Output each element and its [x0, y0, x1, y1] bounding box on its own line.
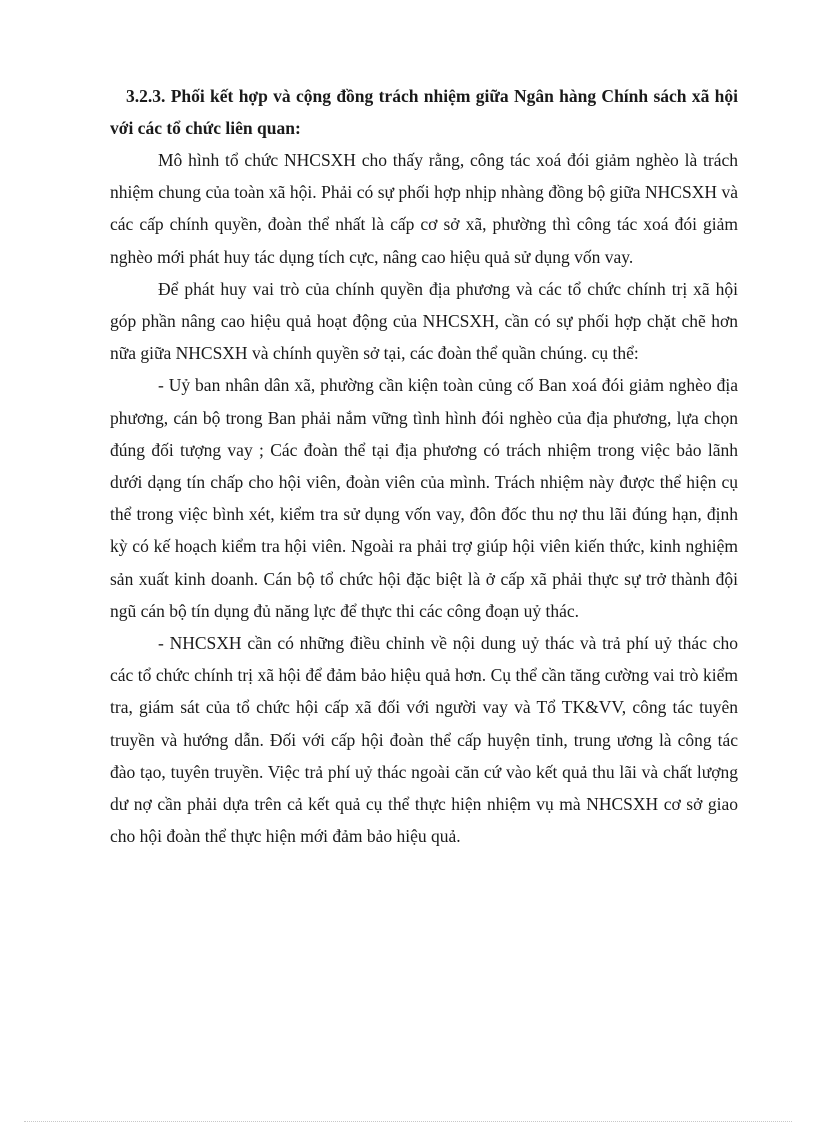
- document-page: [110, 80, 738, 852]
- page-bottom-divider: [24, 1121, 792, 1122]
- paragraph-entrustment-adjustment: - NHCSXH cần có những điều chỉnh về nội dung uỷ thác và trả phí uỷ thác cho các tổ chức chính trị xã hội để đảm bảo hiệu quả hơn. Cụ thể cần tăng cường vai trò kiểm tra, giám sát của tổ chức hội cấp xã đối với người vay và Tổ TK&VV, công tác tuyên truyền và hướng dẫn. Đối với cấp hội đoàn thể cấp huyện tỉnh, trung ương là công tác đào tạo, tuyên truyền. Việc trả phí uỷ thác ngoài căn cứ vào kết quả thu lãi và chất lượng dư nợ cần phải dựa trên cả kết quả cụ thể thực hiện nhiệm vụ mà NHCSXH cơ sở giao cho hội đoàn thể thực hiện mới đảm bảo hiệu quả.: [110, 633, 738, 847]
- section-heading: 3.2.3. Phối kết hợp và cộng đồng trách nhiệm giữa Ngân hàng Chính sách xã hội với các tổ chức liên quan:: [110, 86, 738, 138]
- paragraph-peoples-committee: - Uỷ ban nhân dân xã, phường cần kiện toàn củng cố Ban xoá đói giảm nghèo địa phương, cán bộ trong Ban phải nắm vững tình hình đói nghèo của địa phương, lựa chọn đúng đối tượng vay ; Các đoàn thể tại địa phương có trách nhiệm trong việc bảo lãnh dưới dạng tín chấp cho hội viên, đoàn viên của mình. Trách nhiệm này được thể hiện cụ thể trong việc bình xét, kiểm tra sử dụng vốn vay, đôn đốc thu nợ thu lãi đúng hạn, định kỳ có kế hoạch kiểm tra hội viên. Ngoài ra phải trợ giúp hội viên kiến thức, kinh nghiệm sản xuất kinh doanh. Cán bộ tổ chức hội đặc biệt là ở cấp xã phải thực sự trở thành đội ngũ cán bộ tín dụng đủ năng lực để thực thi các công đoạn uỷ thác.: [110, 375, 738, 621]
- paragraph-model-overview: Mô hình tổ chức NHCSXH cho thấy rằng, công tác xoá đói giảm nghèo là trách nhiệm chung của toàn xã hội. Phải có sự phối hợp nhịp nhàng đồng bộ giữa NHCSXH và các cấp chính quyền, đoàn thể nhất là cấp cơ sở xã, phường thì công tác xoá đói giảm nghèo mới phát huy tác dụng tích cực, nâng cao hiệu quả sử dụng vốn vay.: [110, 150, 738, 267]
- paragraph-local-role: Để phát huy vai trò của chính quyền địa phương và các tổ chức chính trị xã hội góp phần nâng cao hiệu quả hoạt động của NHCSXH, cần có sự phối hợp chặt chẽ hơn nữa giữa NHCSXH và chính quyền sở tại, các đoàn thể quần chúng. cụ thể:: [110, 278, 738, 364]
